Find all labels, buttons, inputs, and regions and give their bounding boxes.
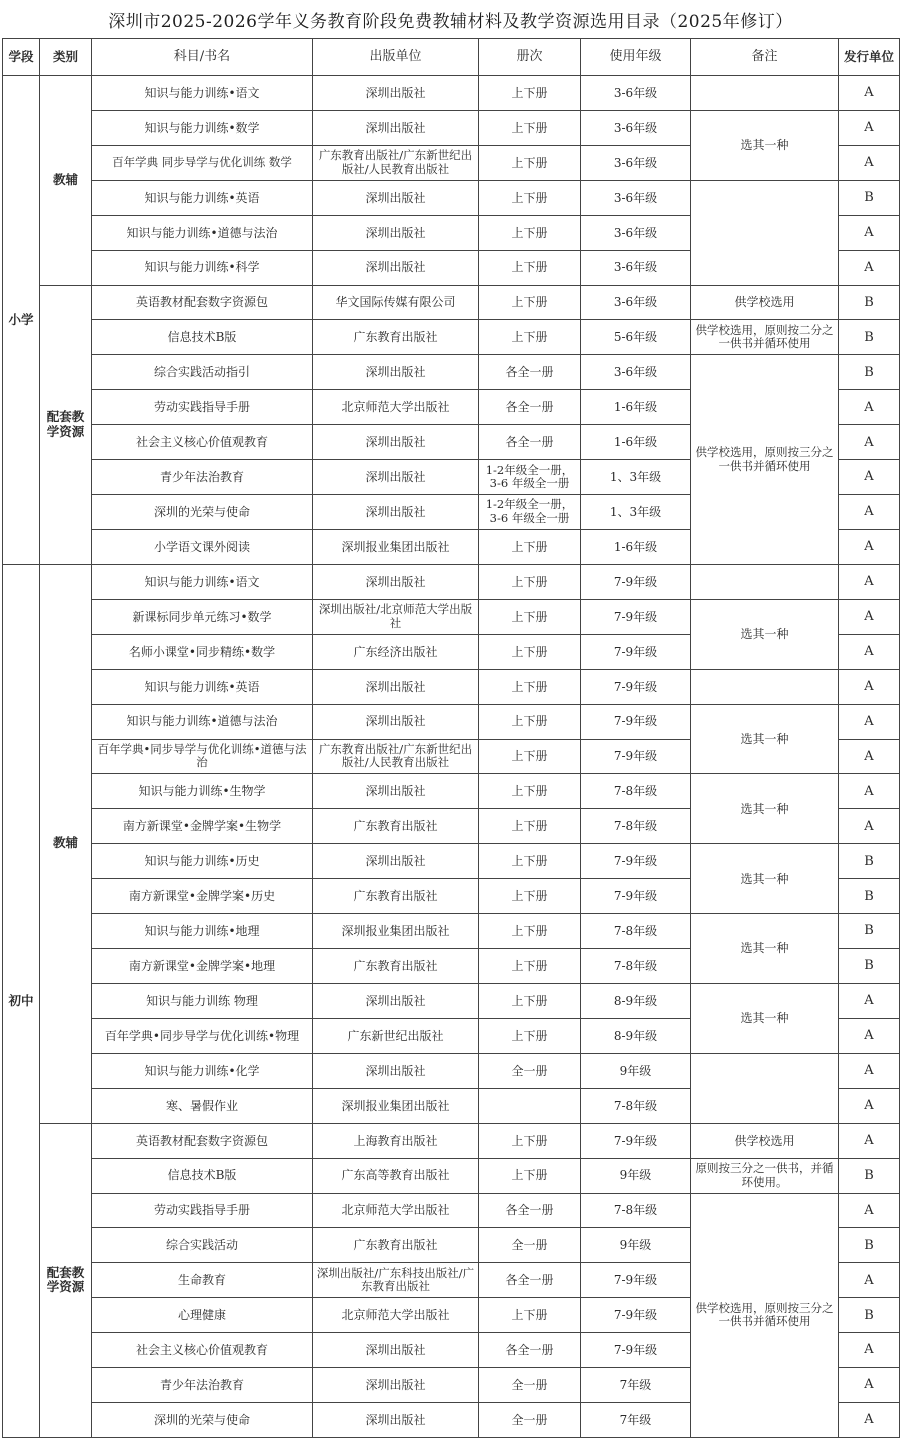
grade: 7-9年级 bbox=[581, 879, 691, 914]
remark: 选其一种 bbox=[691, 110, 839, 180]
issuer: B bbox=[839, 320, 900, 355]
book-title: 南方新课堂•金牌学案•生物学 bbox=[92, 809, 313, 844]
book-title: 知识与能力训练•语文 bbox=[92, 76, 313, 111]
table-row bbox=[3, 180, 900, 215]
publisher: 广东教育出版社/广东新世纪出版社/人民教育出版社 bbox=[313, 739, 479, 774]
publisher: 北京师范大学出版社 bbox=[313, 390, 479, 425]
publisher: 深圳出版社 bbox=[313, 1053, 479, 1088]
grade: 7-8年级 bbox=[581, 949, 691, 984]
book-title: 生命教育 bbox=[92, 1263, 313, 1298]
remark: 供学校选用，原则按三分之一供书并循环使用 bbox=[691, 355, 839, 565]
book-title: 新课标同步单元练习•数学 bbox=[92, 599, 313, 634]
grade: 7-9年级 bbox=[581, 669, 691, 704]
publisher: 北京师范大学出版社 bbox=[313, 1193, 479, 1228]
issuer: A bbox=[839, 1263, 900, 1298]
publisher: 深圳出版社 bbox=[313, 110, 479, 145]
publisher: 深圳出版社 bbox=[313, 1403, 479, 1438]
document-title: 深圳市2025-2026学年义务教育阶段免费教辅材料及教学资源选用目录（2025年修订） bbox=[108, 11, 793, 32]
remark-empty bbox=[691, 76, 839, 111]
table-row bbox=[3, 355, 900, 390]
table-row bbox=[3, 1123, 900, 1158]
publisher: 广东高等教育出版社 bbox=[313, 1158, 479, 1193]
issuer: B bbox=[839, 355, 900, 390]
volume bbox=[479, 1088, 581, 1123]
book-title: 知识与能力训练 物理 bbox=[92, 983, 313, 1018]
book-title: 信息技术B版 bbox=[92, 1158, 313, 1193]
issuer: A bbox=[839, 250, 900, 285]
publisher: 深圳出版社 bbox=[313, 983, 479, 1018]
issuer: B bbox=[839, 949, 900, 984]
header-volume: 册次 bbox=[479, 39, 581, 76]
book-title: 百年学典•同步导学与优化训练•物理 bbox=[92, 1018, 313, 1053]
remark-empty bbox=[691, 180, 839, 285]
volume: 上下册 bbox=[479, 320, 581, 355]
book-title: 知识与能力训练•科学 bbox=[92, 250, 313, 285]
category-primary-resource: 配套教学资源 bbox=[40, 285, 92, 564]
issuer: B bbox=[839, 844, 900, 879]
table-row bbox=[3, 599, 900, 634]
volume: 各全一册 bbox=[479, 1263, 581, 1298]
grade: 1、3年级 bbox=[581, 495, 691, 530]
issuer: A bbox=[839, 495, 900, 530]
book-title: 名师小课堂•同步精练•数学 bbox=[92, 634, 313, 669]
remark-empty bbox=[691, 564, 839, 599]
stage-primary: 小学 bbox=[3, 76, 40, 565]
issuer: A bbox=[839, 1088, 900, 1123]
issuer: A bbox=[839, 1403, 900, 1438]
grade: 9年级 bbox=[581, 1228, 691, 1263]
volume: 上下册 bbox=[479, 1158, 581, 1193]
issuer: A bbox=[839, 215, 900, 250]
issuer: A bbox=[839, 1053, 900, 1088]
publisher: 北京师范大学出版社 bbox=[313, 1298, 479, 1333]
volume: 上下册 bbox=[479, 529, 581, 564]
grade: 7-8年级 bbox=[581, 809, 691, 844]
volume: 上下册 bbox=[479, 634, 581, 669]
issuer: A bbox=[839, 634, 900, 669]
header-remark: 备注 bbox=[691, 39, 839, 76]
issuer: A bbox=[839, 1368, 900, 1403]
table-row bbox=[3, 1053, 900, 1088]
volume: 上下册 bbox=[479, 704, 581, 739]
issuer: A bbox=[839, 704, 900, 739]
grade: 8-9年级 bbox=[581, 983, 691, 1018]
table-row bbox=[3, 564, 900, 599]
table-row bbox=[3, 1193, 900, 1228]
issuer: A bbox=[839, 110, 900, 145]
book-title: 知识与能力训练•道德与法治 bbox=[92, 215, 313, 250]
remark: 供学校选用 bbox=[691, 285, 839, 320]
publisher: 广东教育出版社 bbox=[313, 320, 479, 355]
volume: 各全一册 bbox=[479, 1333, 581, 1368]
grade: 3-6年级 bbox=[581, 110, 691, 145]
volume: 上下册 bbox=[479, 1123, 581, 1158]
publisher: 深圳出版社/北京师范大学出版社 bbox=[313, 599, 479, 634]
remark: 选其一种 bbox=[691, 704, 839, 774]
issuer: A bbox=[839, 1123, 900, 1158]
volume: 上下册 bbox=[479, 180, 581, 215]
publisher: 深圳出版社 bbox=[313, 76, 479, 111]
publisher: 深圳报业集团出版社 bbox=[313, 914, 479, 949]
remark: 原则按三分之一供书，并循环使用。 bbox=[691, 1158, 839, 1193]
publisher: 深圳出版社 bbox=[313, 704, 479, 739]
book-title: 寒、暑假作业 bbox=[92, 1088, 313, 1123]
volume: 上下册 bbox=[479, 949, 581, 984]
book-title: 青少年法治教育 bbox=[92, 460, 313, 495]
table-row bbox=[3, 914, 900, 949]
issuer: A bbox=[839, 983, 900, 1018]
book-title: 南方新课堂•金牌学案•历史 bbox=[92, 879, 313, 914]
issuer: A bbox=[839, 809, 900, 844]
book-title: 劳动实践指导手册 bbox=[92, 1193, 313, 1228]
grade: 7-9年级 bbox=[581, 739, 691, 774]
volume: 上下册 bbox=[479, 1298, 581, 1333]
table-row bbox=[3, 704, 900, 739]
volume: 上下册 bbox=[479, 844, 581, 879]
publisher: 深圳报业集团出版社 bbox=[313, 1088, 479, 1123]
remark: 供学校选用 bbox=[691, 1123, 839, 1158]
grade: 3-6年级 bbox=[581, 355, 691, 390]
grade: 7-9年级 bbox=[581, 634, 691, 669]
remark-empty bbox=[691, 669, 839, 704]
grade: 7-9年级 bbox=[581, 844, 691, 879]
grade: 7-8年级 bbox=[581, 1193, 691, 1228]
grade: 3-6年级 bbox=[581, 250, 691, 285]
volume: 上下册 bbox=[479, 110, 581, 145]
grade: 3-6年级 bbox=[581, 215, 691, 250]
publisher: 广东教育出版社 bbox=[313, 949, 479, 984]
book-title: 英语教材配套数字资源包 bbox=[92, 285, 313, 320]
publisher: 深圳出版社 bbox=[313, 215, 479, 250]
grade: 3-6年级 bbox=[581, 285, 691, 320]
volume: 上下册 bbox=[479, 285, 581, 320]
book-title: 知识与能力训练•道德与法治 bbox=[92, 704, 313, 739]
grade: 7-9年级 bbox=[581, 599, 691, 634]
issuer: A bbox=[839, 76, 900, 111]
volume: 上下册 bbox=[479, 599, 581, 634]
publisher: 深圳出版社/广东科技出版社/广东教育出版社 bbox=[313, 1263, 479, 1298]
grade: 9年级 bbox=[581, 1053, 691, 1088]
table-row bbox=[3, 983, 900, 1018]
grade: 1、3年级 bbox=[581, 460, 691, 495]
volume: 全一册 bbox=[479, 1228, 581, 1263]
grade: 3-6年级 bbox=[581, 180, 691, 215]
header-publisher: 出版单位 bbox=[313, 39, 479, 76]
issuer: A bbox=[839, 1018, 900, 1053]
catalog-table bbox=[2, 38, 900, 1438]
publisher: 深圳出版社 bbox=[313, 425, 479, 460]
category-junior-aux: 教辅 bbox=[40, 564, 92, 1123]
publisher: 华文国际传媒有限公司 bbox=[313, 285, 479, 320]
issuer: A bbox=[839, 774, 900, 809]
grade: 7-9年级 bbox=[581, 1333, 691, 1368]
remark: 选其一种 bbox=[691, 599, 839, 669]
book-title: 南方新课堂•金牌学案•地理 bbox=[92, 949, 313, 984]
stage-junior: 初中 bbox=[3, 564, 40, 1437]
publisher: 上海教育出版社 bbox=[313, 1123, 479, 1158]
volume: 上下册 bbox=[479, 809, 581, 844]
book-title: 知识与能力训练•英语 bbox=[92, 669, 313, 704]
book-title: 百年学典•同步导学与优化训练•道德与法治 bbox=[92, 739, 313, 774]
book-title: 知识与能力训练•英语 bbox=[92, 180, 313, 215]
grade: 7-9年级 bbox=[581, 1263, 691, 1298]
category-primary-aux: 教辅 bbox=[40, 76, 92, 286]
category-junior-resource: 配套教学资源 bbox=[40, 1123, 92, 1437]
issuer: A bbox=[839, 1193, 900, 1228]
volume: 各全一册 bbox=[479, 390, 581, 425]
grade: 5-6年级 bbox=[581, 320, 691, 355]
volume: 上下册 bbox=[479, 145, 581, 180]
volume: 上下册 bbox=[479, 879, 581, 914]
volume: 上下册 bbox=[479, 914, 581, 949]
book-title: 知识与能力训练•生物学 bbox=[92, 774, 313, 809]
issuer: A bbox=[839, 390, 900, 425]
table-row bbox=[3, 285, 900, 320]
issuer: B bbox=[839, 1228, 900, 1263]
grade: 7-9年级 bbox=[581, 1123, 691, 1158]
publisher: 深圳出版社 bbox=[313, 460, 479, 495]
grade: 3-6年级 bbox=[581, 76, 691, 111]
remark: 供学校选用，原则按三分之一供书并循环使用 bbox=[691, 1193, 839, 1438]
volume: 1-2年级全一册，3-6 年级全一册 bbox=[479, 460, 581, 495]
book-title: 社会主义核心价值观教育 bbox=[92, 425, 313, 460]
grade: 1-6年级 bbox=[581, 529, 691, 564]
book-title: 百年学典 同步导学与优化训练 数学 bbox=[92, 145, 313, 180]
publisher: 深圳出版社 bbox=[313, 774, 479, 809]
volume: 各全一册 bbox=[479, 355, 581, 390]
book-title: 深圳的光荣与使命 bbox=[92, 495, 313, 530]
publisher: 深圳出版社 bbox=[313, 564, 479, 599]
publisher: 广东新世纪出版社 bbox=[313, 1018, 479, 1053]
table-row bbox=[3, 320, 900, 355]
grade: 9年级 bbox=[581, 1158, 691, 1193]
issuer: B bbox=[839, 180, 900, 215]
volume: 上下册 bbox=[479, 76, 581, 111]
publisher: 深圳报业集团出版社 bbox=[313, 529, 479, 564]
volume: 上下册 bbox=[479, 739, 581, 774]
remark: 选其一种 bbox=[691, 914, 839, 984]
header-issuer: 发行单位 bbox=[839, 39, 900, 76]
book-title: 综合实践活动 bbox=[92, 1228, 313, 1263]
book-title: 心理健康 bbox=[92, 1298, 313, 1333]
book-title: 综合实践活动指引 bbox=[92, 355, 313, 390]
table-row bbox=[3, 774, 900, 809]
publisher: 广东经济出版社 bbox=[313, 634, 479, 669]
grade: 7-9年级 bbox=[581, 564, 691, 599]
publisher: 广东教育出版社 bbox=[313, 809, 479, 844]
issuer: B bbox=[839, 914, 900, 949]
volume: 全一册 bbox=[479, 1053, 581, 1088]
header-grade: 使用年级 bbox=[581, 39, 691, 76]
table-row bbox=[3, 844, 900, 879]
issuer: A bbox=[839, 460, 900, 495]
remark: 供学校选用，原则按二分之一供书并循环使用 bbox=[691, 320, 839, 355]
book-title: 知识与能力训练•语文 bbox=[92, 564, 313, 599]
volume: 上下册 bbox=[479, 564, 581, 599]
publisher: 深圳出版社 bbox=[313, 180, 479, 215]
volume: 全一册 bbox=[479, 1368, 581, 1403]
header-category: 类别 bbox=[40, 39, 92, 76]
grade: 1-6年级 bbox=[581, 425, 691, 460]
book-title: 社会主义核心价值观教育 bbox=[92, 1333, 313, 1368]
grade: 7年级 bbox=[581, 1368, 691, 1403]
volume: 上下册 bbox=[479, 983, 581, 1018]
issuer: B bbox=[839, 1298, 900, 1333]
remark-empty bbox=[691, 1053, 839, 1123]
volume: 全一册 bbox=[479, 1403, 581, 1438]
issuer: B bbox=[839, 285, 900, 320]
volume: 上下册 bbox=[479, 669, 581, 704]
book-title: 知识与能力训练•历史 bbox=[92, 844, 313, 879]
publisher: 深圳出版社 bbox=[313, 669, 479, 704]
issuer: A bbox=[839, 564, 900, 599]
issuer: B bbox=[839, 879, 900, 914]
volume: 各全一册 bbox=[479, 1193, 581, 1228]
grade: 7年级 bbox=[581, 1403, 691, 1438]
header-row bbox=[3, 39, 900, 76]
grade: 7-8年级 bbox=[581, 914, 691, 949]
table-row bbox=[3, 1158, 900, 1193]
table-row bbox=[3, 110, 900, 145]
publisher: 深圳出版社 bbox=[313, 844, 479, 879]
book-title: 知识与能力训练•数学 bbox=[92, 110, 313, 145]
remark: 选其一种 bbox=[691, 844, 839, 914]
issuer: A bbox=[839, 529, 900, 564]
header-book: 科目/书名 bbox=[92, 39, 313, 76]
grade: 7-9年级 bbox=[581, 1298, 691, 1333]
table-row bbox=[3, 669, 900, 704]
book-title: 劳动实践指导手册 bbox=[92, 390, 313, 425]
remark: 选其一种 bbox=[691, 983, 839, 1053]
publisher: 深圳出版社 bbox=[313, 1333, 479, 1368]
publisher: 深圳出版社 bbox=[313, 355, 479, 390]
remark: 选其一种 bbox=[691, 774, 839, 844]
book-title: 青少年法治教育 bbox=[92, 1368, 313, 1403]
grade: 7-9年级 bbox=[581, 704, 691, 739]
book-title: 信息技术B版 bbox=[92, 320, 313, 355]
issuer: B bbox=[839, 1158, 900, 1193]
publisher: 广东教育出版社/广东新世纪出版社/人民教育出版社 bbox=[313, 145, 479, 180]
table-row bbox=[3, 76, 900, 111]
grade: 3-6年级 bbox=[581, 145, 691, 180]
volume: 上下册 bbox=[479, 215, 581, 250]
grade: 7-8年级 bbox=[581, 774, 691, 809]
issuer: A bbox=[839, 739, 900, 774]
book-title: 知识与能力训练•地理 bbox=[92, 914, 313, 949]
publisher: 广东教育出版社 bbox=[313, 1228, 479, 1263]
publisher: 深圳出版社 bbox=[313, 495, 479, 530]
volume: 1-2年级全一册，3-6 年级全一册 bbox=[479, 495, 581, 530]
issuer: A bbox=[839, 669, 900, 704]
header-stage: 学段 bbox=[3, 39, 40, 76]
grade: 1-6年级 bbox=[581, 390, 691, 425]
grade: 7-8年级 bbox=[581, 1088, 691, 1123]
issuer: A bbox=[839, 599, 900, 634]
volume: 各全一册 bbox=[479, 425, 581, 460]
book-title: 小学语文课外阅读 bbox=[92, 529, 313, 564]
publisher: 广东教育出版社 bbox=[313, 879, 479, 914]
book-title: 知识与能力训练•化学 bbox=[92, 1053, 313, 1088]
volume: 上下册 bbox=[479, 1018, 581, 1053]
book-title: 深圳的光荣与使命 bbox=[92, 1403, 313, 1438]
issuer: A bbox=[839, 425, 900, 460]
issuer: A bbox=[839, 1333, 900, 1368]
grade: 8-9年级 bbox=[581, 1018, 691, 1053]
volume: 上下册 bbox=[479, 250, 581, 285]
issuer: A bbox=[839, 145, 900, 180]
publisher: 深圳出版社 bbox=[313, 250, 479, 285]
volume: 上下册 bbox=[479, 774, 581, 809]
publisher: 深圳出版社 bbox=[313, 1368, 479, 1403]
book-title: 英语教材配套数字资源包 bbox=[92, 1123, 313, 1158]
